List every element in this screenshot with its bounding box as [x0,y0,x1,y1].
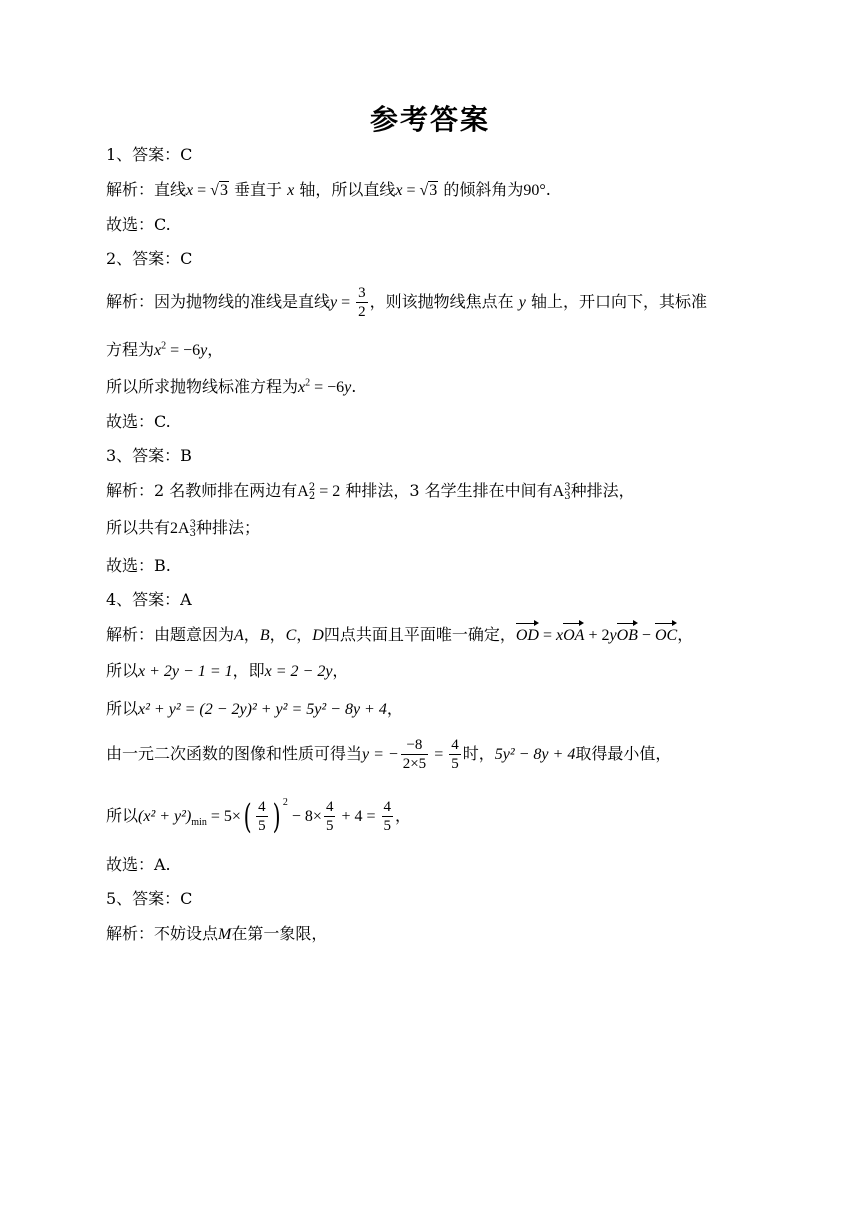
q1-choice: 故选：C. [106,215,171,234]
q2-fraction: $\frac{3}{2}$ [358,285,366,320]
q3-choice: 故选：B. [106,556,171,575]
q4-minimum: 由一元二次函数的图像和性质可得当y = − $\frac{-8}{2\times 5}$ = $\frac{4}{5}$ 时，5y² − 8y + 4取得最小值， [106,737,672,772]
q4-answer: 4、答案：A [106,590,192,609]
q3-answer: 3、答案：B [106,446,192,465]
q2-answer: 2、答案：C [106,249,193,268]
q2-explanation: 解析：因为抛物线的准线是直线y = $\frac{3}{2}$ ，则该抛物线焦点在 y 轴上，开口向下，其标准 [106,285,707,320]
q3-explanation: 解析：2 名教师排在两边有A 2 2 = 2 种排法，3 名学生排在中间有A 3 3 种排法， [106,481,635,502]
q4-relation: 所以x + 2y − 1 = 1，即x = 2 − 2y， [106,661,349,680]
q4-min-value: 所以$(x^2 + y^2)_{min} = 5\times$( $\frac{4}{5}$ ) $^2$ − 8× $\frac{4}{5}$ + 4 = $\frac{4}{5}$ ， [106,796,412,837]
q1-explanation: 解析：直线x = √3 垂直于 x 轴，所以直线x = √3 的倾斜角为90°. [106,180,551,199]
q2-equation-line: 方程为$x^2 = -6y$， [106,340,224,359]
q3-total: 所以共有2A 3 3 种排法； [106,518,260,539]
q5-explanation: 解析：不妨设点M在第一象限， [106,924,328,943]
q1-answer: 1、答案：C [106,145,193,164]
q4-explanation: 解析：由题意因为A，B，C，D四点共面且平面唯一确定，OD = xOA + 2yOB − OC， [106,625,694,644]
q5-answer: 5、答案：C [106,889,193,908]
q2-conclusion: 所以所求抛物线标准方程为$x^2 = -6y$. [106,377,357,396]
q4-substitution: 所以x² + y² = (2 − 2y)² + y² = 5y² − 8y + 4， [106,699,403,718]
page-title: 参考答案 [369,103,490,136]
q4-choice: 故选：A. [106,855,171,874]
q2-choice: 故选：C. [106,412,171,431]
